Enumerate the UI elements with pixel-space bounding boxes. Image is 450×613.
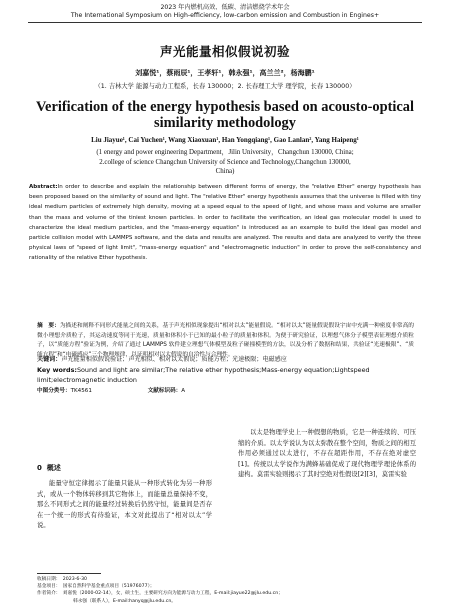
affiliation-en bbox=[30, 148, 420, 177]
abstract-cn-text: 为描述和阐释不同形式能量之间的关系，基于声光相似现象提出“相对以太”能量假说。“相对以太”能量假说假设宇宙中充满一种密度非常高的微小理想介质粒子，其运动速度等同于光速，质量和体积小于已知的最小粒子的质量和体积。为便于研究验证，以理想气体分子模型表征理想介质粒子，以“质能方程”验证为例，介绍了通过 LAMMPS 软件建立理想气体模型及粒子碰撞模型的方法，以及分析了数据和结果，共验证“光速极限”、“质能方程”和“电磁感应”三个物理规律，以证明相对以太假说的自洽性与合理性。 bbox=[37, 323, 414, 358]
affiliation-en-line: (1 energy and power engineering Department，Jilin University，Changchun 130000, China; bbox=[96, 149, 354, 156]
running-header bbox=[0, 0, 450, 20]
header-line-cn: 2023 年内燃机高效、低碳、清洁燃烧学术年会 bbox=[160, 4, 290, 11]
doc-code-label: 文献标识码： bbox=[147, 388, 182, 394]
clc-value: TK4561 bbox=[70, 388, 92, 394]
classification-line bbox=[37, 386, 185, 394]
keywords-cn-text: 声光能量相似假说验证；声光相似、相对以太假说；质能方程；光速极限；电磁感应 bbox=[61, 356, 287, 363]
title-en: Verification of the energy hypothesis based on acousto-optical similarity methodology bbox=[35, 99, 414, 131]
section-heading bbox=[37, 463, 61, 473]
section-number: 0 bbox=[37, 464, 42, 472]
abstract-en-text: In order to describe and explain the relationship between different forms of energy, the "relative Ether" energy hypothesis has been proposed based on the similarity of sound and light. The "relative Ether" energy hypothesis assumes that the universe is filled with tiny ideal medium particles of extremely high density, moving at a speed equal to the speed of light, and whose mass and volume are smaller than the mass and volume of the tiniest known particles. In order to facilitate the verification, an ideal gas molecular model is used to characterize the ideal medium particles, and the "mass-energy equation" is introduced as an example to build the ideal gas model and particle collision model with LAMMPS software, and the data and results are analyzed. The results and data are analyzed to verify the three physical laws of "speed of light limit", "mass-energy equation" and "electromagnetic induction" in order to prove the self-consistency and rationality of the relative Ether hypothesis. bbox=[29, 184, 421, 262]
footnote-fund: 基金项目： 国家自然科学基金重点项目（51976077）； bbox=[37, 584, 155, 590]
affiliation-en-line: 2.college of science Changchun University of Science and Technology,Changchun 130000, bbox=[99, 158, 351, 166]
header-rule bbox=[28, 22, 422, 23]
footnote bbox=[37, 576, 420, 605]
footnote-author: 作者简介： 刘嘉悦（2000-02-14），女，硕士生，主要研究方向为能源与动力工程，E-mail:jiayue22@jlu.edu.cn； bbox=[37, 591, 283, 597]
authors-cn: 刘嘉悦¹，蔡雨辰¹，王孝轩¹，韩永强¹，高兰兰²，杨海鹏¹ bbox=[135, 69, 315, 77]
section-title: 概述 bbox=[46, 464, 61, 472]
keywords-en-text: Sound and light are similar;The relative ether hypothesis;Mass-energy equation;Lightspeed limit;electromagnetic induction bbox=[37, 366, 370, 384]
abstract-en-label: Abstract: bbox=[29, 184, 58, 190]
keywords-en bbox=[37, 365, 414, 385]
footnote-received: 收稿日期： 2023-6-30 bbox=[37, 577, 88, 582]
clc-label: 中图分类号： bbox=[37, 388, 71, 394]
abstract-en bbox=[29, 182, 421, 264]
abstract-cn-label: 摘 要： bbox=[37, 323, 60, 329]
keywords-en-label: Key words: bbox=[37, 366, 77, 374]
affiliation-en-line: China) bbox=[215, 168, 235, 175]
body-left-paragraph: 能量守恒定律揭示了能量只能从一种形式转化为另一种形式，或从一个物体转移到其它物体上，而能量总量保持不变，那么不同形式之间的能量经过转换后仍然守恒，能量间是否存在一个统一的形式有待验证，本文对此提出了“相对以太”学说。 bbox=[37, 480, 212, 530]
authors-en: Liu Jiayue¹, Cai Yuchen¹, Wang Xiaoxuan¹, Han Yongqiang¹, Gao Lanlan², Yang Haipeng¹ bbox=[91, 136, 359, 144]
doc-code-value: A bbox=[181, 388, 186, 394]
keywords-cn-label: 关键词： bbox=[37, 356, 62, 363]
keywords-cn bbox=[37, 355, 414, 364]
header-line-en: The International Symposium on High-efficiency, low-carbon emission and Combustion in Engines+ bbox=[70, 12, 380, 19]
title-cn: 声光能量相似假说初验 bbox=[159, 44, 290, 59]
footnote-contact: 韩永强（联系人），E-mail:hanyq@jlu.edu.cn。 bbox=[73, 598, 176, 604]
body-right-paragraph: 以太是物理学史上一种假想的物质，它是一种连续的、可压缩的介质。以太学说认为以太弥散在整个空间，物质之间的相互作用必须通过以太进行，不存在超距作用，不存在绝对虚空[1]。传统以太学说作为满蜂基础促成了现代物理学理论体系的建构。莫雷实验则揭示了其时空绝对性假设[2][3]，莫雷实验 bbox=[238, 429, 416, 479]
affiliation-cn: （1. 吉林大学 能源与动力工程系，长春 130000；2. 长春理工大学 理学院，长春 130000） bbox=[94, 83, 356, 90]
footnote-rule bbox=[37, 573, 101, 574]
